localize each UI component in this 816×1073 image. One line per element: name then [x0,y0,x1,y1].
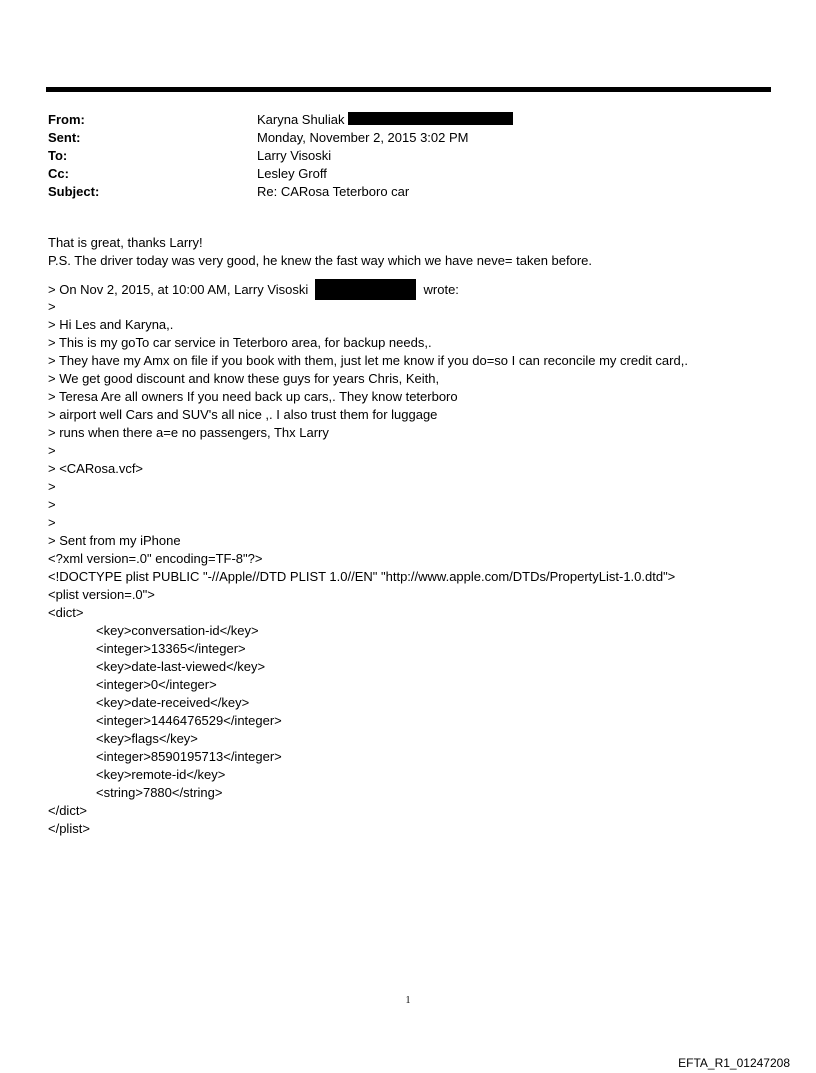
subject-row [48,183,748,201]
plist-entry: <key>flags</key> [96,731,198,746]
sent-row [48,129,748,147]
quoted-line: > Hi Les and Karyna,. [48,317,174,332]
quoted-line: > They have my Amx on file if you book with them, just let me know if you do=so I can reconcile my credit card,. [48,353,688,368]
quoted-line: > airport well Cars and SUV's all nice ,. I also trust them for luggage [48,407,438,422]
redaction-box [348,112,513,125]
quoted-line: > Sent from my iPhone [48,533,181,548]
sent-value: Monday, November 2, 2015 3:02 PM [257,130,469,145]
quote-intro-text: > On Nov 2, 2015, at 10:00 AM, Larry Visoski [48,281,309,297]
cc-label: Cc: [48,166,69,181]
plist-entry: <key>conversation-id</key> [96,623,259,638]
quoted-line: > <CARosa.vcf> [48,461,144,476]
cc-row [48,165,748,183]
header-rule [46,87,771,92]
to-value: Larry Visoski [257,148,332,163]
document-id: EFTA_R1_01247208 [678,1056,790,1070]
plist-line: <plist version=.0"> [48,587,155,602]
plist-entry: <integer>1446476529</integer> [96,713,282,728]
from-name: Karyna Shuliak [257,112,345,127]
quoted-line: > runs when there a=e no passengers, Thx Larry [48,425,329,440]
quoted-line: > [48,443,56,458]
cc-value: Lesley Groff [257,166,327,181]
subject-label: Subject: [48,184,100,199]
quoted-line: > This is my goTo car service in Teterboro area, for backup needs,. [48,335,432,350]
to-row [48,147,748,165]
quoted-line: > Teresa Are all owners If you need back up cars,. They know teterboro [48,389,458,404]
email-header [48,111,748,201]
redaction-box [315,279,416,300]
quote-intro-wrote: wrote: [423,281,459,297]
plist-entry: <key>date-last-viewed</key> [96,659,266,674]
reply-line: That is great, thanks Larry! [48,235,203,250]
quoted-line: > [48,497,56,512]
from-row [48,111,748,129]
from-value [257,111,513,129]
plist-line: <dict> [48,605,84,620]
to-label: To: [48,148,68,163]
plist-entry: <integer>0</integer> [96,677,217,692]
quoted-line: > [48,299,56,314]
quoted-line: > [48,515,56,530]
plist-entry: <string>7880</string> [96,785,223,800]
plist-line: <!DOCTYPE plist PUBLIC "-//Apple//DTD PLIST 1.0//EN" "http://www.apple.com/DTDs/PropertyList-1.0.dtd"> [48,569,676,584]
reply-line: P.S. The driver today was very good, he knew the fast way which we have neve= taken before. [48,253,593,268]
email-body [48,234,788,838]
page-number: 1 [405,995,411,1006]
quote-intro-line [48,280,788,298]
plist-entry: <integer>8590195713</integer> [96,749,282,764]
quoted-line: > [48,479,56,494]
plist-line: </dict> [48,803,88,818]
plist-line: <?xml version=.0" encoding=TF-8"?> [48,551,263,566]
plist-line: </plist> [48,821,90,836]
quoted-line: > We get good discount and know these guys for years Chris, Keith, [48,371,440,386]
from-label: From: [48,112,85,127]
subject-value: Re: CARosa Teterboro car [257,184,410,199]
plist-entry: <key>date-received</key> [96,695,250,710]
sent-label: Sent: [48,130,81,145]
plist-entry: <integer>13365</integer> [96,641,246,656]
plist-entry: <key>remote-id</key> [96,767,226,782]
